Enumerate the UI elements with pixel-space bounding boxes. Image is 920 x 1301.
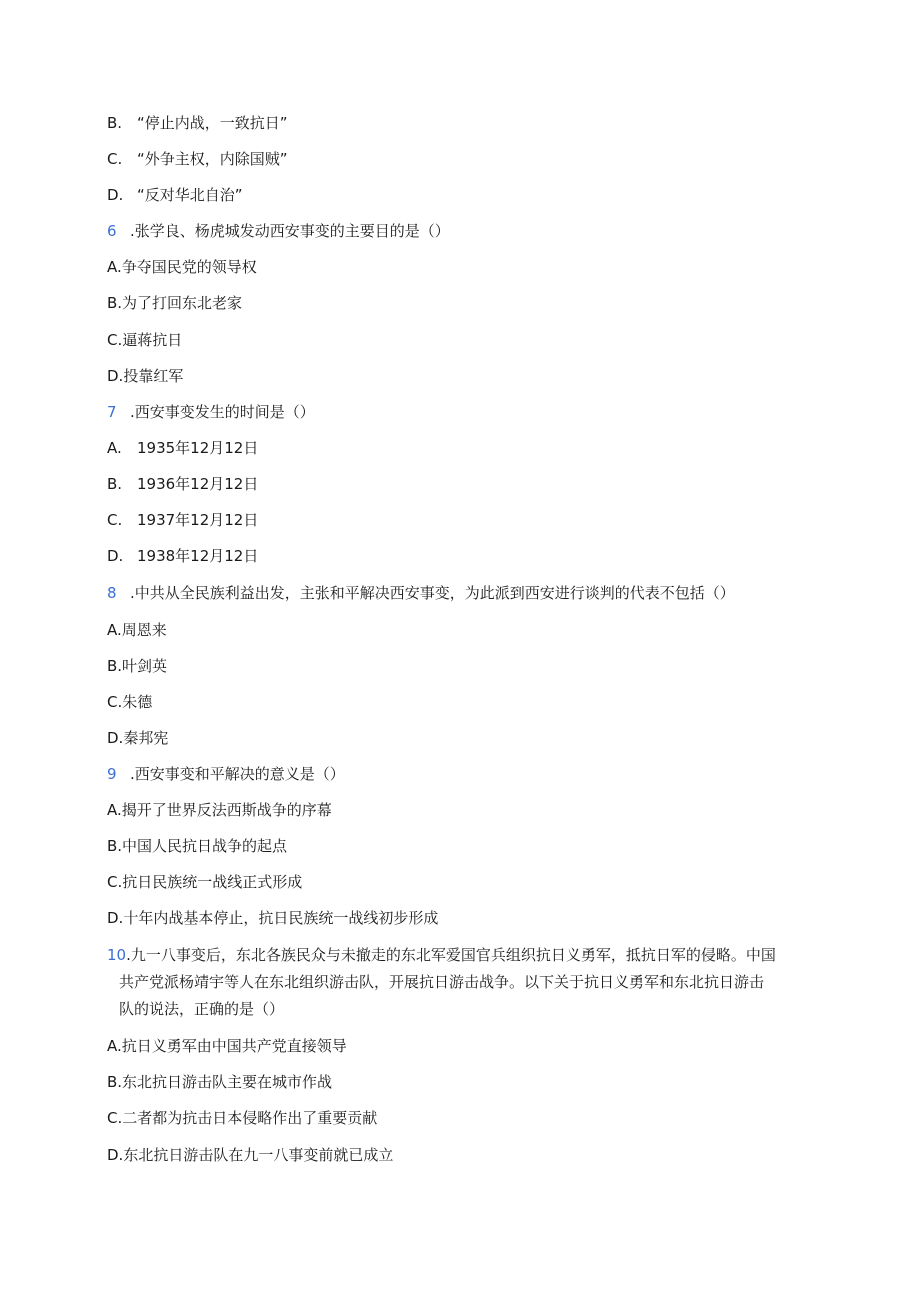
q6-option-b: B.为了打回东北老家 — [107, 294, 243, 312]
q9-option-a: A.揭开了世界反法西斯战争的序幕 — [107, 801, 332, 819]
q7-option-c — [107, 510, 807, 530]
question-number: 7 — [107, 403, 117, 421]
question-text: .西安事变发生的时间是（） — [130, 403, 315, 421]
q7-option-b — [107, 474, 807, 494]
option-text: 1936年12月12日 — [137, 475, 259, 493]
option-letter: A. — [107, 439, 122, 457]
q8-option-d: D.秦邦宪 — [107, 729, 169, 747]
question-text: .九一八事变后，东北各族民众与未撤走的东北军爱国官兵组织抗日义勇军，抵抗日军的侵略。中国 — [126, 946, 776, 964]
q10-stem-line-3: 队的说法，正确的是（） — [119, 1000, 285, 1018]
option-letter: B. — [107, 475, 123, 493]
q5-option-d — [107, 185, 807, 205]
option-text: 1935年12月12日 — [137, 439, 259, 457]
q6-option-c: C.逼蒋抗日 — [107, 331, 183, 349]
q8-stem — [107, 583, 807, 603]
q6-stem — [107, 221, 807, 241]
question-text: .西安事变和平解决的意义是（） — [130, 765, 345, 783]
q5-option-c — [107, 149, 807, 169]
question-number: 8 — [107, 584, 117, 602]
q9-option-b: B.中国人民抗日战争的起点 — [107, 837, 288, 855]
option-text: 1937年12月12日 — [137, 511, 259, 529]
question-text: .张学良、杨虎城发动西安事变的主要目的是（） — [130, 222, 450, 240]
option-text: “停止内战，一致抗日” — [137, 114, 288, 132]
option-letter: C. — [107, 511, 123, 529]
q6-option-a: A.争夺国民党的领导权 — [107, 258, 257, 276]
q5-option-b — [107, 113, 807, 133]
q7-option-d — [107, 546, 807, 566]
q9-stem — [107, 764, 807, 784]
q10-option-c: C.二者都为抗击日本侵略作出了重要贡献 — [107, 1109, 378, 1127]
q10-option-d: D.东北抗日游击队在九一八事变前就已成立 — [107, 1146, 394, 1164]
q9-option-d: D.十年内战基本停止，抗日民族统一战线初步形成 — [107, 909, 439, 927]
question-number: 9 — [107, 765, 117, 783]
q8-option-b: B.叶剑英 — [107, 657, 168, 675]
q10-stem-line-1 — [107, 945, 807, 965]
q8-option-c: C.朱德 — [107, 693, 153, 711]
option-text: 1938年12月12日 — [137, 547, 259, 565]
q10-option-a: A.抗日义勇军由中国共产党直接领导 — [107, 1037, 347, 1055]
q7-option-a — [107, 438, 807, 458]
q8-option-a: A.周恩来 — [107, 621, 167, 639]
option-letter: D. — [107, 186, 124, 204]
option-text: “外争主权，内除国贼” — [137, 150, 288, 168]
option-letter: B. — [107, 114, 123, 132]
q10-option-b: B.东北抗日游击队主要在城市作战 — [107, 1073, 333, 1091]
q9-option-c: C.抗日民族统一战线正式形成 — [107, 873, 303, 891]
option-text: “反对华北自治” — [137, 186, 243, 204]
option-letter: C. — [107, 150, 123, 168]
option-letter: D. — [107, 547, 124, 565]
question-number: 6 — [107, 222, 117, 240]
q10-stem-line-2: 共产党派杨靖宇等人在东北组织游击队，开展抗日游击战争。以下关于抗日义勇军和东北抗日游击 — [119, 973, 765, 991]
question-number: 10 — [107, 946, 127, 964]
q7-stem — [107, 402, 807, 422]
question-text: .中共从全民族利益出发，主张和平解决西安事变，为此派到西安进行谈判的代表不包括（） — [130, 584, 735, 602]
q6-option-d: D.投靠红军 — [107, 367, 184, 385]
